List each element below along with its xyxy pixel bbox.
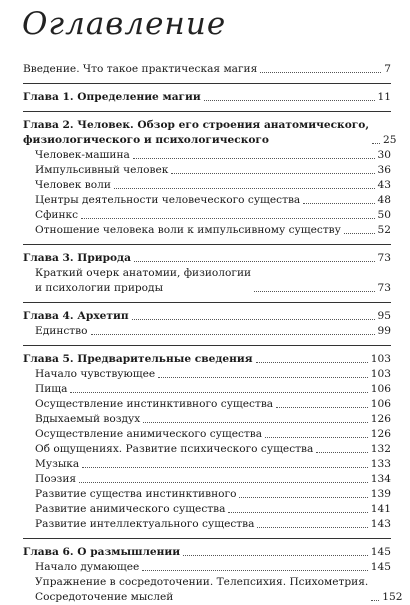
dot-leader	[228, 512, 367, 513]
dot-leader	[316, 452, 367, 453]
toc-entry-label: Развитие анимического существа	[35, 503, 226, 515]
toc-entry-page-number: 141	[370, 503, 391, 515]
toc-entry	[23, 457, 391, 472]
page-title: Оглавление	[22, 6, 227, 42]
dot-leader	[303, 203, 374, 204]
toc-chapter-page-number: 25	[383, 134, 397, 146]
toc-entry-page-number: 134	[370, 473, 391, 485]
dot-leader	[171, 173, 374, 174]
toc-chapter-label: Глава 6. О размышлении	[23, 546, 181, 558]
chapter-block	[23, 345, 391, 532]
toc-entry-page-number: 145	[370, 561, 391, 573]
dot-leader	[91, 334, 375, 335]
toc-chapter	[23, 309, 391, 324]
toc-entry-label: Поэзия	[35, 473, 77, 485]
toc-entry	[23, 148, 391, 163]
toc-chapter-page-number: 145	[370, 546, 391, 558]
toc-chapter-label: Глава 1. Определение магии	[23, 91, 201, 103]
toc-entry-label: Пища	[35, 383, 68, 395]
dot-leader	[134, 261, 375, 262]
toc-intro-page-number: 7	[384, 63, 391, 75]
toc-entry-page-number: 139	[370, 488, 391, 500]
dot-leader	[132, 319, 375, 320]
toc-entry	[23, 178, 391, 193]
toc-entry	[23, 193, 391, 208]
chapter-block	[23, 83, 391, 105]
toc-entry-label: Музыка	[35, 458, 80, 470]
dot-leader	[133, 158, 375, 159]
dot-leader	[372, 143, 380, 144]
dot-leader	[254, 291, 374, 292]
dot-leader	[204, 100, 375, 101]
toc-chapter-page-number: 95	[377, 310, 391, 322]
toc-chapter-page-number: 11	[377, 91, 391, 103]
toc-entry-page-number: 106	[370, 383, 391, 395]
dot-leader	[257, 527, 367, 528]
chapter-block	[23, 244, 391, 296]
toc-entry-label: Осуществление инстинктивного существа	[35, 398, 274, 410]
toc-entry	[23, 472, 391, 487]
toc-chapter-page-number: 103	[370, 353, 391, 365]
toc-entry	[23, 382, 391, 397]
toc-entry-page-number: 143	[370, 518, 391, 530]
toc-entry-label: Центры деятельности человеческого существа	[35, 194, 301, 206]
toc-chapter-label: Глава 5. Предварительные сведения	[23, 353, 253, 365]
toc-entry-label	[35, 266, 251, 296]
toc-entry	[23, 560, 391, 575]
toc-entry-page-number: 99	[377, 325, 391, 337]
toc-entry-page-number: 43	[377, 179, 391, 191]
toc-entry-label: Вдыхаемый воздух	[35, 413, 141, 425]
dot-leader	[256, 362, 368, 363]
toc-entry	[23, 223, 391, 238]
toc-entry	[23, 412, 391, 427]
toc-entry-page-number: 133	[370, 458, 391, 470]
chapter-block	[23, 538, 403, 605]
dot-leader	[158, 377, 368, 378]
toc-chapter-label: Глава 3. Природа	[23, 252, 131, 264]
toc-entry	[23, 266, 391, 296]
toc-entry-label: Развитие существа инстинктивного	[35, 488, 237, 500]
toc-entry	[23, 324, 391, 339]
dot-leader	[143, 422, 368, 423]
toc-entry-label-line: и психологии природы	[35, 282, 163, 294]
toc-chapter-label-line: физиологического и психологического	[23, 134, 269, 146]
toc-entry-label: Единство	[35, 325, 88, 337]
toc-entry-page-number: 30	[377, 149, 391, 161]
toc-entry	[23, 163, 391, 178]
dot-leader	[82, 467, 368, 468]
toc-chapter	[23, 251, 391, 266]
dot-leader	[114, 188, 375, 189]
toc-entry-label: Сфинкс	[35, 209, 79, 221]
toc-entry	[23, 208, 391, 223]
toc-entry	[23, 397, 391, 412]
toc-chapter	[23, 352, 391, 367]
toc-entry-label: Об ощущениях. Развитие психического существа	[35, 443, 314, 455]
toc-entry-page-number: 73	[377, 282, 391, 294]
toc-entry-label: Отношение человека воли к импульсивному существу	[35, 224, 341, 236]
toc-entry-label: Импульсивный человек	[35, 164, 169, 176]
toc-entry-label-line: Краткий очерк анатомии, физиологии	[35, 267, 252, 279]
toc-entry-page-number: 106	[370, 398, 391, 410]
toc-entry-label: Осуществление анимического существа	[35, 428, 263, 440]
toc-entry-label-line: Упражнение в сосредоточении. Телепсихия. Психометрия.	[35, 576, 369, 588]
toc-entry-page-number: 152	[382, 591, 403, 603]
toc-chapter	[23, 545, 391, 560]
table-of-contents	[23, 62, 403, 605]
toc-entry-label	[35, 575, 368, 605]
toc-entry	[23, 487, 391, 502]
toc-chapter	[23, 90, 391, 105]
toc-entry-page-number: 103	[370, 368, 391, 380]
dot-leader	[276, 407, 368, 408]
toc-entry	[23, 367, 391, 382]
toc-entry	[23, 502, 391, 517]
dot-leader	[260, 72, 381, 73]
dot-leader	[81, 218, 374, 219]
toc-chapter-label: Глава 4. Архетип	[23, 310, 129, 322]
toc-entry-page-number: 48	[377, 194, 391, 206]
toc-entry	[23, 575, 403, 605]
toc-entry-page-number: 126	[370, 413, 391, 425]
toc-entry-page-number: 132	[370, 443, 391, 455]
toc-entry-label: Человек воли	[35, 179, 111, 191]
dot-leader	[239, 497, 367, 498]
toc-entry-page-number: 126	[370, 428, 391, 440]
dot-leader	[79, 482, 368, 483]
toc-chapter-page-number: 73	[377, 252, 391, 264]
toc-intro	[23, 62, 391, 77]
toc-entry-label: Начало чувствующее	[35, 368, 156, 380]
toc-chapter-label	[23, 118, 369, 148]
dot-leader	[371, 600, 379, 601]
toc-entry	[23, 427, 391, 442]
toc-chapter	[23, 118, 397, 148]
dot-leader	[183, 555, 368, 556]
toc-intro-label: Введение. Что такое практическая магия	[23, 63, 258, 75]
toc-entry-label: Развитие интеллектуального существа	[35, 518, 255, 530]
dot-leader	[344, 233, 375, 234]
toc-entry	[23, 517, 391, 532]
chapter-block	[23, 302, 391, 339]
dot-leader	[142, 570, 367, 571]
toc-entry-page-number: 50	[377, 209, 391, 221]
toc-entry-page-number: 36	[377, 164, 391, 176]
toc-entry-label: Человек-машина	[35, 149, 130, 161]
toc-entry-page-number: 52	[377, 224, 391, 236]
chapter-block	[23, 111, 397, 238]
toc-entry-label-line: Сосредоточение мыслей	[35, 591, 174, 603]
dot-leader	[265, 437, 368, 438]
toc-chapter-label-line: Глава 2. Человек. Обзор его строения анатомического,	[23, 119, 370, 131]
dot-leader	[70, 392, 367, 393]
toc-entry-label: Начало думающее	[35, 561, 140, 573]
toc-entry	[23, 442, 391, 457]
